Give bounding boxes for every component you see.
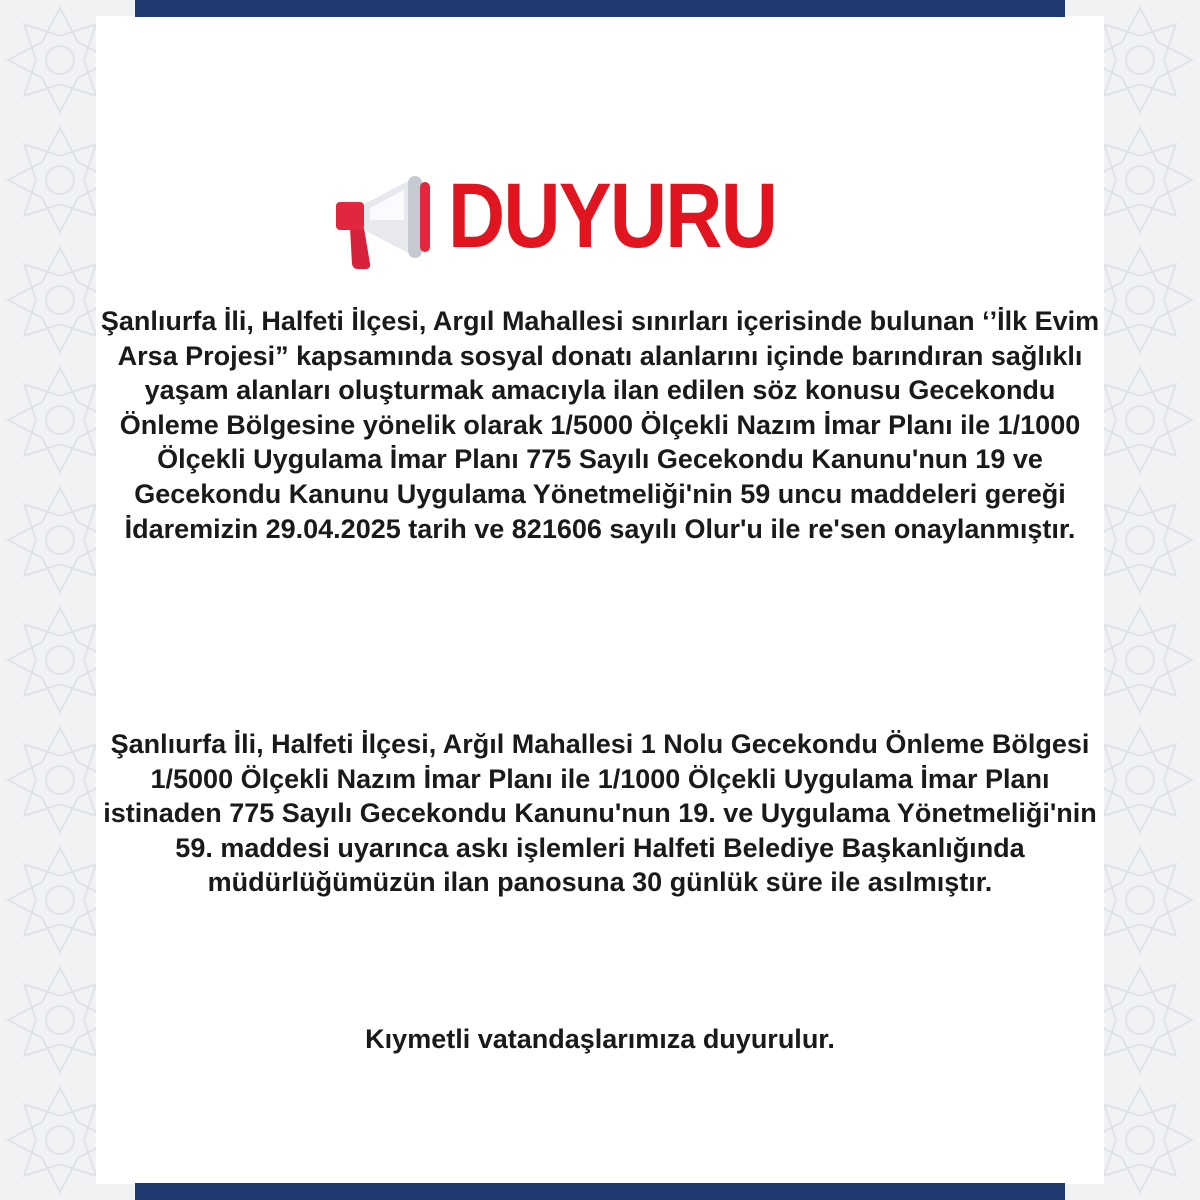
announcement-title: DUYURU — [448, 165, 777, 267]
announcement-paragraph: Şanlıurfa İli, Halfeti İlçesi, Argıl Mahallesi sınırları içerisinde bulunan ‘’İlk Evim Arsa Projesi” kapsamında sosyal donatı alanlarını içinde barındıran sağlıklı yaşam alanları oluşturmak amacıyla ilan edilen söz konusu Gecekondu Önleme Bölgesine yönelik olarak 1/5000 Ölçekli Nazım İmar Planı ile 1/1000 Ölçekli Uygulama İmar Planı 775 Sayılı Gecekondu Kanunu'nun 19 ve Gecekondu Kanunu Uygulama Yönetmeliği'nin 59 uncu maddeleri gereği İdaremizin 29.04.2025 tarih ve 821606 sayılı Olur'u ile re'sen onaylanmıştır. — [100, 306, 1100, 544]
announcement-paragraph: Şanlıurfa İli, Halfeti İlçesi, Arğıl Mahallesi 1 Nolu Gecekondu Önleme Bölgesi 1/5000 Ölçekli Nazım İmar Planı ile 1/1000 Ölçekli Uygulama İmar Planı istinaden 775 Sayılı Gecekondu Kanunu'nun 19. ve Uygulama Yönetmeliği'nin 59. maddesi uyarınca askı işlemleri Halfeti Belediye Başkanlığında müdürlüğümüzün ilan panosuna 30 günlük süre ile asılmıştır. — [103, 729, 1097, 898]
megaphone-icon — [330, 172, 434, 272]
announcement-header — [330, 165, 777, 272]
closing-line: Kıymetli vatandaşlarımıza duyurulur. — [365, 1024, 835, 1054]
top-accent-band — [135, 0, 1065, 17]
bottom-accent-band — [135, 1183, 1065, 1200]
